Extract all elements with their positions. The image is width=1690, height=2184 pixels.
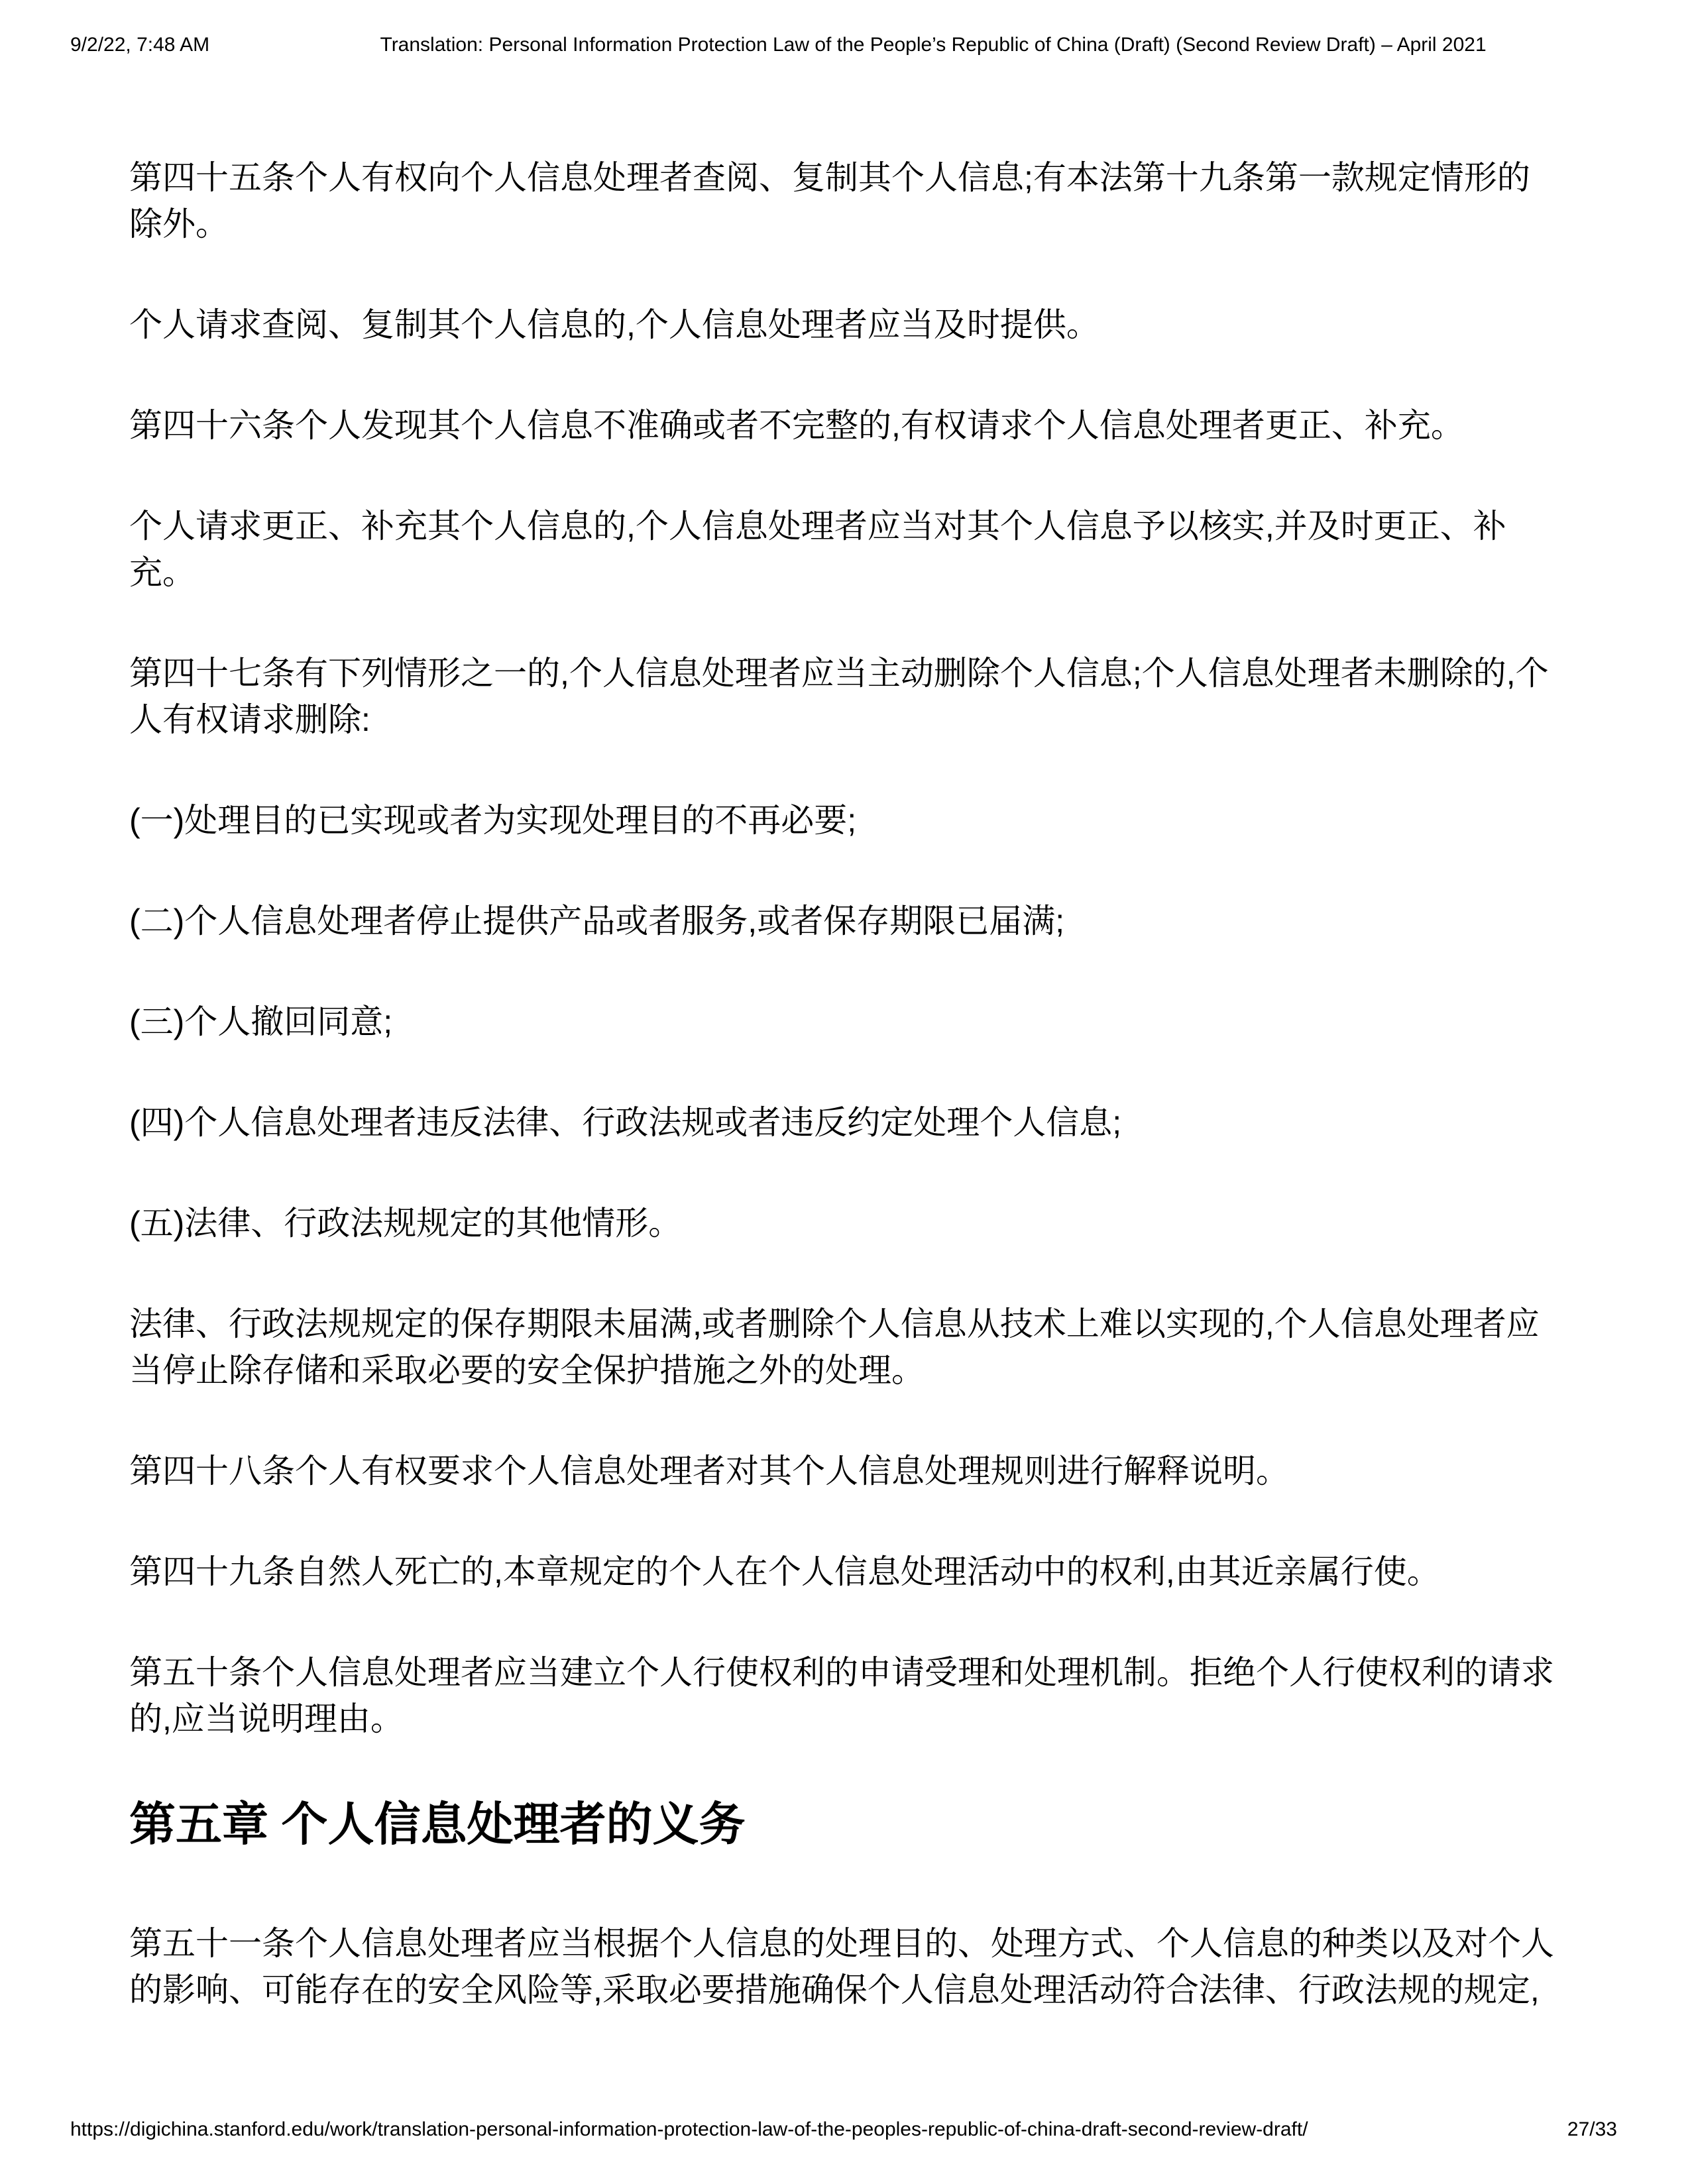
paragraph: 第四十九条自然人死亡的,本章规定的个人在个人信息处理活动中的权利,由其近亲属行使。 xyxy=(129,1553,1440,1590)
list-item-paragraph: (三)个人撤回同意; xyxy=(129,1003,393,1040)
print-footer xyxy=(70,2118,1617,2142)
print-header xyxy=(70,33,1617,57)
source-url: https://digichina.stanford.edu/work/translation-personal-information-protection-law-of-the-peoples-republic-of-china-draft-second-review-draft/ xyxy=(70,2118,1308,2140)
print-timestamp: 9/2/22, 7:48 AM xyxy=(70,34,210,56)
paragraph: 第四十八条个人有权要求个人信息处理者对其个人信息处理规则进行解释说明。 xyxy=(129,1452,1289,1490)
page-number: 27/33 xyxy=(1567,2118,1617,2140)
list-item-paragraph: (五)法律、行政法规规定的其他情形。 xyxy=(129,1205,682,1242)
paragraph: 第五十一条个人信息处理者应当根据个人信息的处理目的、处理方式、个人信息的种类以及对个人的影响、可能存在的安全风险等,采取必要措施确保个人信息处理活动符合法律、行政法规的规定, xyxy=(129,1925,1554,2008)
paragraph: 个人请求查阅、复制其个人信息的,个人信息处理者应当及时提供。 xyxy=(129,306,1099,343)
paragraph: 第五十条个人信息处理者应当建立个人行使权利的申请受理和处理机制。拒绝个人行使权利的请求的,应当说明理由。 xyxy=(129,1654,1554,1737)
list-item-paragraph: (四)个人信息处理者违反法律、行政法规或者违反约定处理个人信息; xyxy=(129,1104,1122,1141)
paragraph: 法律、行政法规规定的保存期限未届满,或者删除个人信息从技术上难以实现的,个人信息处理者应当停止除存储和采取必要的安全保护措施之外的处理。 xyxy=(129,1305,1540,1389)
paragraph: 第四十七条有下列情形之一的,个人信息处理者应当主动删除个人信息;个人信息处理者未删除的,个人有权请求删除: xyxy=(129,655,1549,738)
paragraph: 第四十五条个人有权向个人信息处理者查阅、复制其个人信息;有本法第十九条第一款规定情形的除外。 xyxy=(129,159,1530,243)
paragraph: 第四十六条个人发现其个人信息不准确或者不完整的,有权请求个人信息处理者更正、补充。 xyxy=(129,407,1464,444)
print-title: Translation: Personal Information Protection Law of the People’s Republic of China (Draft) (Second Review Draft) – April 2021 xyxy=(380,34,1487,56)
chapter-heading: 第五章 个人信息处理者的义务 xyxy=(129,1798,746,1850)
list-item-paragraph: (一)处理目的已实现或者为实现处理目的不再必要; xyxy=(129,802,857,839)
document-content xyxy=(129,154,1561,2067)
list-item-paragraph: (二)个人信息处理者停止提供产品或者服务,或者保存期限已届满; xyxy=(129,902,1065,940)
paragraph: 个人请求更正、补充其个人信息的,个人信息处理者应当对其个人信息予以核实,并及时更正、补充。 xyxy=(129,508,1506,591)
